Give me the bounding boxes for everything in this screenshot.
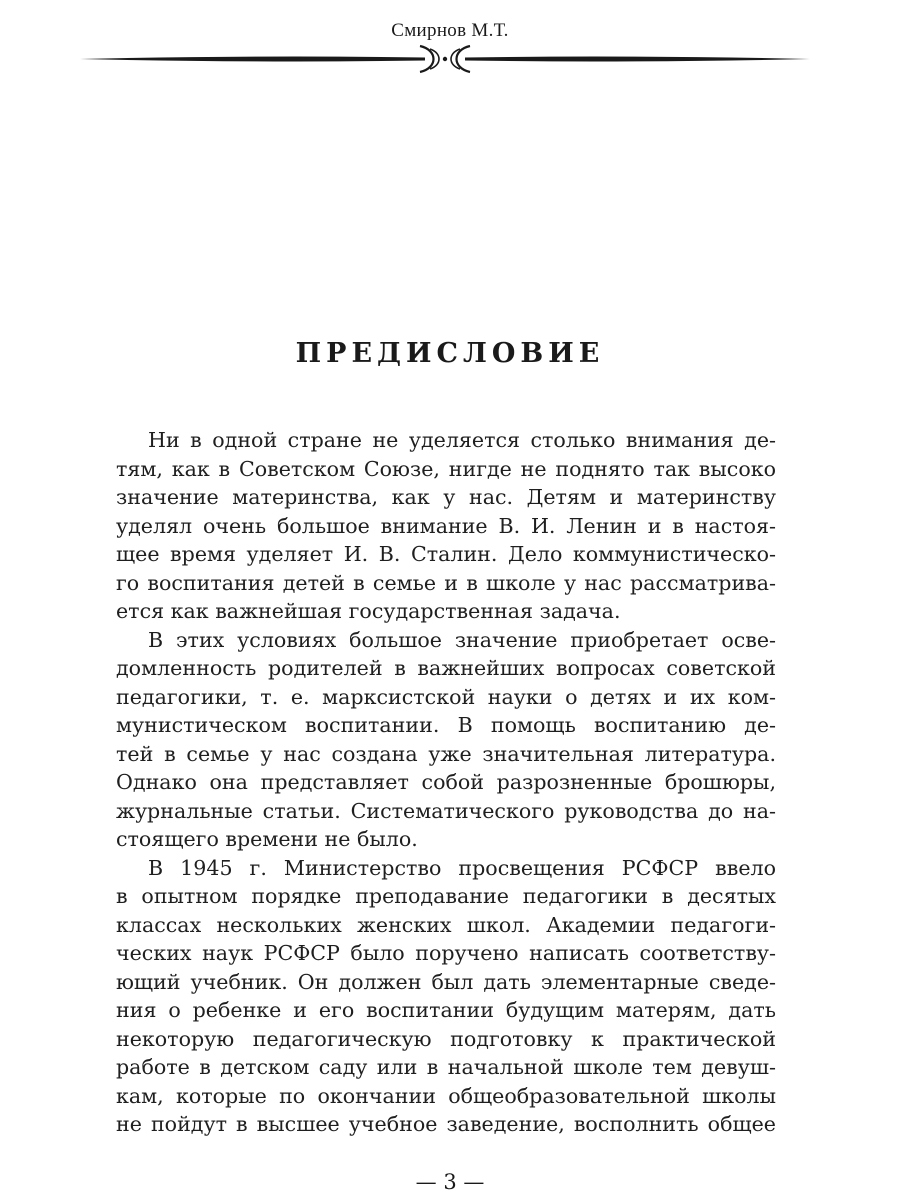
text-line: значение материнства, как у нас. Детям и материнству (116, 485, 776, 509)
text-line: мунистическом воспитании. В помощь воспитанию де- (116, 713, 776, 737)
text-line: Однако она представляет собой разрозненные брошюры, (116, 770, 776, 794)
text-line: не пойдут в высшее учебное заведение, восполнить общее (116, 1112, 776, 1136)
text-line: в опытном порядке преподавание педагогики в десятых (116, 884, 776, 908)
text-line: педагогики, т. е. марксистской науки о детях и их ком- (116, 684, 776, 709)
text-line: ния о ребенке и его воспитании будущим матерям, дать (116, 998, 776, 1022)
chapter-title: ПРЕДИСЛОВИЕ (295, 338, 605, 369)
body-text (116, 426, 776, 1139)
text-line: классах нескольких женских школ. Академии педагоги- (116, 912, 776, 937)
paragraph-2 (116, 626, 776, 854)
text-line: журнальные статьи. Систематического руководства до на- (116, 798, 776, 823)
paragraph-1 (116, 426, 776, 626)
page-number: — 3 — (415, 1170, 485, 1194)
text-line: В 1945 г. Министерство просвещения РСФСР ввело (148, 855, 776, 880)
text-line: Ни в одной стране не уделяется столько внимания де- (148, 428, 776, 452)
text-line: тей в семье у нас создана уже значительная литература. (116, 741, 776, 766)
text-line: тям, как в Советском Союзе, нигде не поднято так высоко (116, 456, 776, 481)
text-line: го воспитания детей в семье и в школе у нас рассматрива- (116, 570, 776, 595)
text-line: В этих условиях большое значение приобретает осве- (148, 627, 776, 652)
text-line: ется как важнейшая государственная задача. (116, 599, 621, 623)
text-line: ческих наук РСФСР было поручено написать соответству- (116, 941, 776, 965)
text-line: домленность родителей в важнейших вопросах советской (116, 656, 776, 680)
text-line: стоящего времени не было. (116, 827, 418, 851)
text-line: ющий учебник. Он должен был дать элементарные сведе- (116, 969, 776, 994)
text-line: кам, которые по окончании общеобразовательной школы (116, 1083, 776, 1108)
text-line: работе в детском саду или в начальной школе тем девуш- (116, 1055, 776, 1079)
text-line: некоторую педагогическую подготовку к практической (116, 1026, 776, 1051)
text-line: щее время уделяет И. В. Сталин. Дело коммунистическо- (116, 542, 776, 566)
flourish-divider-icon (80, 44, 810, 74)
text-line: уделял очень большое внимание В. И. Ленин и в настоя- (116, 513, 776, 538)
running-head: Смирнов М.Т. (391, 20, 509, 41)
paragraph-3 (116, 854, 776, 1139)
